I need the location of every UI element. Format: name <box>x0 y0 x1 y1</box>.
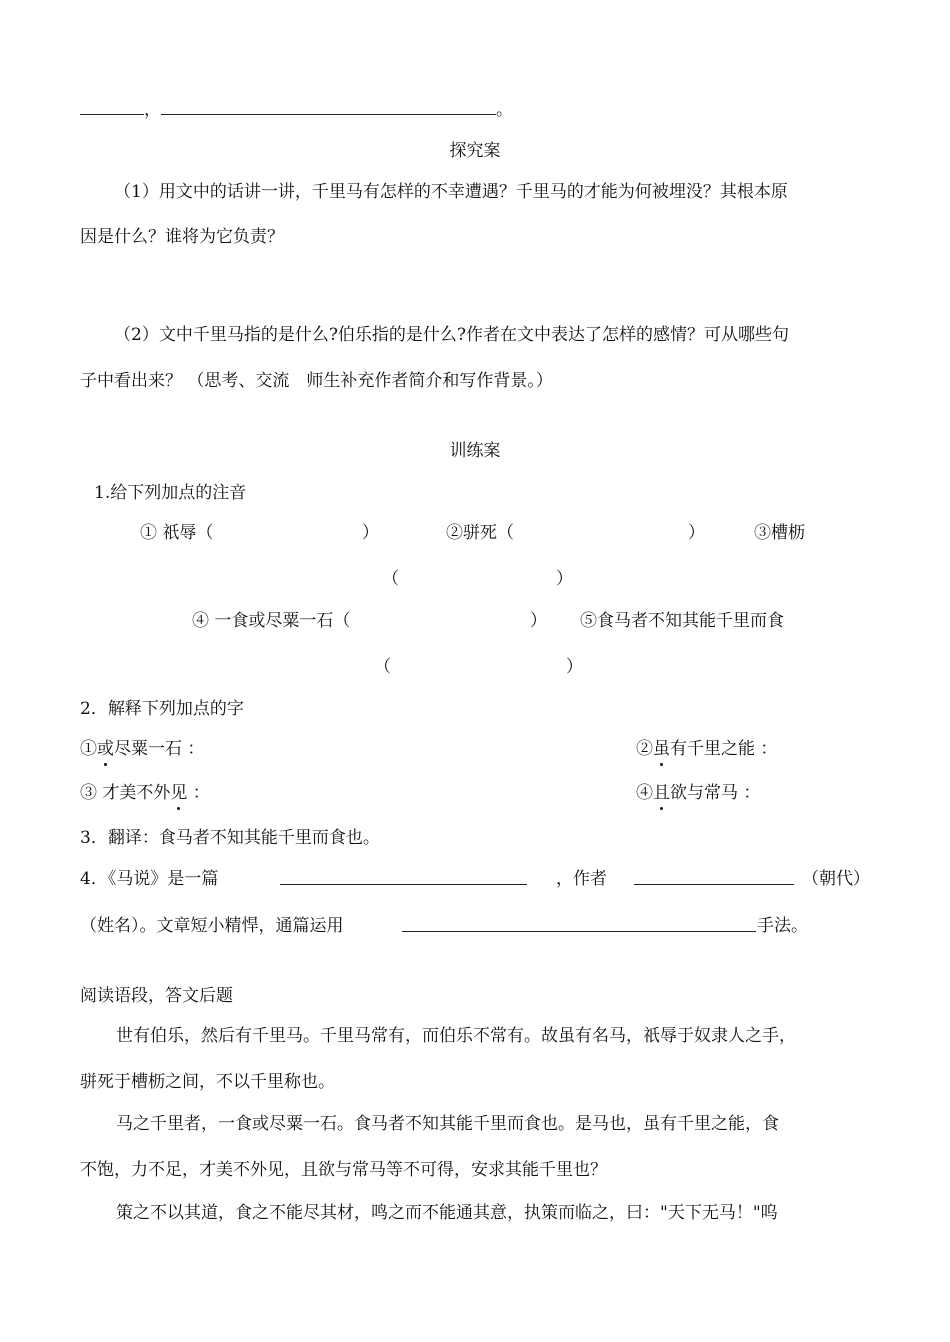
train-q2: 2．解释下列加点的字 <box>80 699 244 719</box>
q1-item-a: ① 祇辱（ <box>140 523 214 543</box>
reading-p3-line1: 策之不以其道，食之不能尽其材，鸣之而不能通其意，执策而临之，曰："天下无马！"呜 <box>116 1203 778 1223</box>
q1-item-e: ⑤食马者不知其能千里而食 <box>580 611 784 631</box>
q1-item-d-close: ） <box>530 611 547 631</box>
q1-item-e-open: （ <box>374 657 391 677</box>
train-title: 训练案 <box>449 441 501 461</box>
explore-q1-line2: 因是什么？谁将为它负责？ <box>80 227 284 247</box>
q1-item-c-close: ） <box>556 569 573 589</box>
reading-p2-line1: 马之千里者，一食或尽粟一石。食马者不知其能千里而食也。是马也，虽有千里之能，食 <box>116 1114 779 1134</box>
q4-blank-author <box>634 866 794 885</box>
train-q4-part4: （姓名）。文章短小精悍，通篇运用 <box>80 916 344 936</box>
q1-item-c: ③槽枥 <box>754 523 805 543</box>
q2-item-a: ①或尽粟一石 ： <box>80 739 205 759</box>
explore-q2-line2: 子中看出来？ （思考、交流 师生补充作者简介和写作背景。） <box>80 371 553 391</box>
explore-title: 探究案 <box>449 141 501 161</box>
q1-item-c-open: （ <box>382 569 399 589</box>
reading-p1-line1: 世有伯乐，然后有千里马。千里马常有，而伯乐不常有。故虽有名马，祇辱于奴隶人之手， <box>116 1026 796 1046</box>
reading-p2-line2: 不饱，力不足，才美不外见，且欲与常马等不可得，安求其能千里也？ <box>80 1160 607 1180</box>
train-q4-part1: 4．《马说》是一篇 <box>80 869 219 889</box>
train-q3: 3．翻译：食马者不知其能千里而食也。 <box>80 828 380 848</box>
train-q4-part5: 手法。 <box>757 916 808 936</box>
q4-blank-genre <box>280 866 527 885</box>
blank-line <box>161 96 496 115</box>
q4-blank-technique <box>402 913 756 932</box>
top-answer-line: ， 。 <box>80 95 513 120</box>
q2-item-b: ②虽有千里之能 ： <box>636 739 778 759</box>
blank-line <box>80 96 144 115</box>
train-q4-part2: ，作者 <box>556 869 607 889</box>
q1-item-d: ④ 一食或尽粟一石（ <box>192 611 351 631</box>
explore-q2-line1: （2）文中千里马指的是什么?伯乐指的是什么?作者在文中表达了怎样的感情？可从哪些句 <box>114 325 790 345</box>
q2-item-c: ③ 才美不外见 ： <box>80 783 210 803</box>
q1-item-b: ②骈死（ <box>446 523 514 543</box>
explore-q1-line1: （1）用文中的话讲一讲，千里马有怎样的不幸遭遇？千里马的才能为何被埋没？其根本原 <box>114 182 788 202</box>
reading-p1-line2: 骈死于槽枥之间，不以千里称也。 <box>80 1072 335 1092</box>
q2-item-d: ④且欲与常马 ： <box>636 783 761 803</box>
q1-item-e-close: ） <box>566 657 583 677</box>
train-q4-part3: （朝代） <box>802 869 870 889</box>
reading-title: 阅读语段，答文后题 <box>80 986 233 1006</box>
q1-item-b-close: ） <box>688 523 705 543</box>
train-q1: 1.给下列加点的注音 <box>94 483 247 503</box>
q1-item-a-close: ） <box>362 523 379 543</box>
